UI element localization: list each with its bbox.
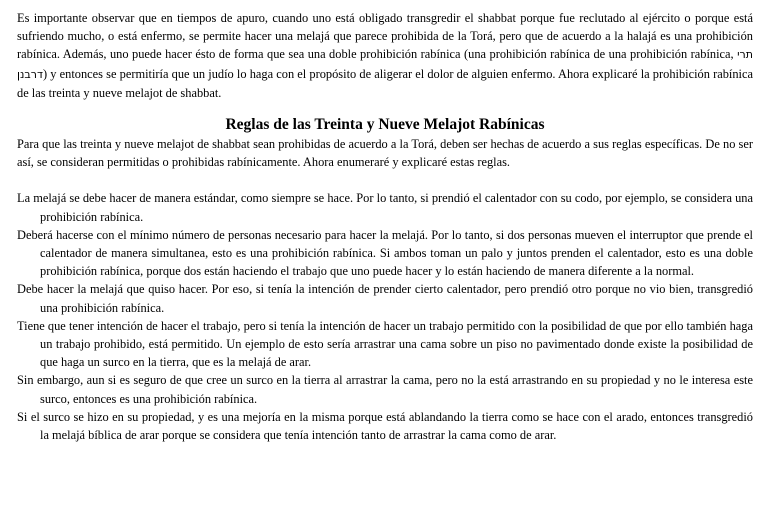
rules-list bbox=[17, 189, 753, 444]
rule-item: Tiene que tener intención de hacer el trabajo, pero si tenía la intención de hacer un trabajo permitido con la posibilidad de que por ello también haga un trabajo prohibido, está permitido. Un ejemplo de esto sería arrastrar una cama sobre un piso no pavimentado donde existe la posibilidad de que haga un surco en la tierra, que es la melajá de arar. bbox=[17, 318, 753, 370]
hebrew-term: תרי דרבנן bbox=[17, 48, 753, 81]
rule-item: Si el surco se hizo en su propiedad, y es una mejoría en la misma porque está ablandando la tierra como se hace con el arado, entonces transgredió la melajá bíblica de arar porque se considera que tenía intención tanto de arrastrar la cama como de arar. bbox=[17, 409, 753, 443]
section-intro-paragraph: Para que las treinta y nueve melajot de shabbat sean prohibidas de acuerdo a la Torá, deben ser hechas de acuerdo a sus reglas específicas. De no ser así, se consideran permitidas o prohibidas rabínicamente. Ahora enumeraré y explicaré estas reglas. bbox=[17, 137, 753, 170]
document-page bbox=[17, 9, 753, 444]
rule-item: Sin embargo, aun si es seguro de que cree un surco en la tierra al arrastrar la cama, pero no la está arrastrando en su propiedad y no le interesa este surco, entonces es una prohibición rabínica. bbox=[17, 373, 753, 406]
section-title: Reglas de las Treinta y Nueve Melajot Rabínicas bbox=[225, 116, 545, 134]
rule-item: La melajá se debe hacer de manera estándar, como siempre se hace. Por lo tanto, si prendió el calentador con su codo, por ejemplo, se considera una prohibición rabínica. bbox=[17, 191, 753, 224]
intro-text-end: ) y entonces se permitiría que un judío lo haga con el propósito de aligerar el dolor de alguien enfermo. Ahora explicaré la prohibición rabínica de las treinta y nueve melajot de shabbat. bbox=[17, 66, 753, 100]
intro-paragraph bbox=[17, 9, 753, 102]
rule-item: Deberá hacerse con el mínimo número de personas necesario para hacer la melajá. Por lo tanto, si dos personas mueven el interruptor que prende el calentador de manera simultanea, esto es una prohibición rabínica. Si ambos toman un palo y juntos prenden el calentador, esto es una doble prohibición rabínica, porque dos están haciendo el trabajo que uno puede hacer y lo están haciendo de manera diferente a la normal. bbox=[17, 227, 753, 279]
intro-text-start: Es importante observar que en tiempos de apuro, cuando uno está obligado transgredir el shabbat porque fue reclutado al ejército o porque está sufriendo mucho, o está enfermo, se permite hacer una melajá que parece prohibida de la Torá, pero que de acuerdo a la halajá es una prohibición rabínica. Además, uno puede hacer ésto de forma que sea una doble prohibición rabínica (una prohibición rabínica de una prohibición rabínica, bbox=[17, 11, 753, 62]
rule-item: Debe hacer la melajá que quiso hacer. Por eso, si tenía la intención de prender cierto calentador, pero prendió otro porque no vio bien, transgredió una prohibición rabínica. bbox=[17, 282, 753, 315]
